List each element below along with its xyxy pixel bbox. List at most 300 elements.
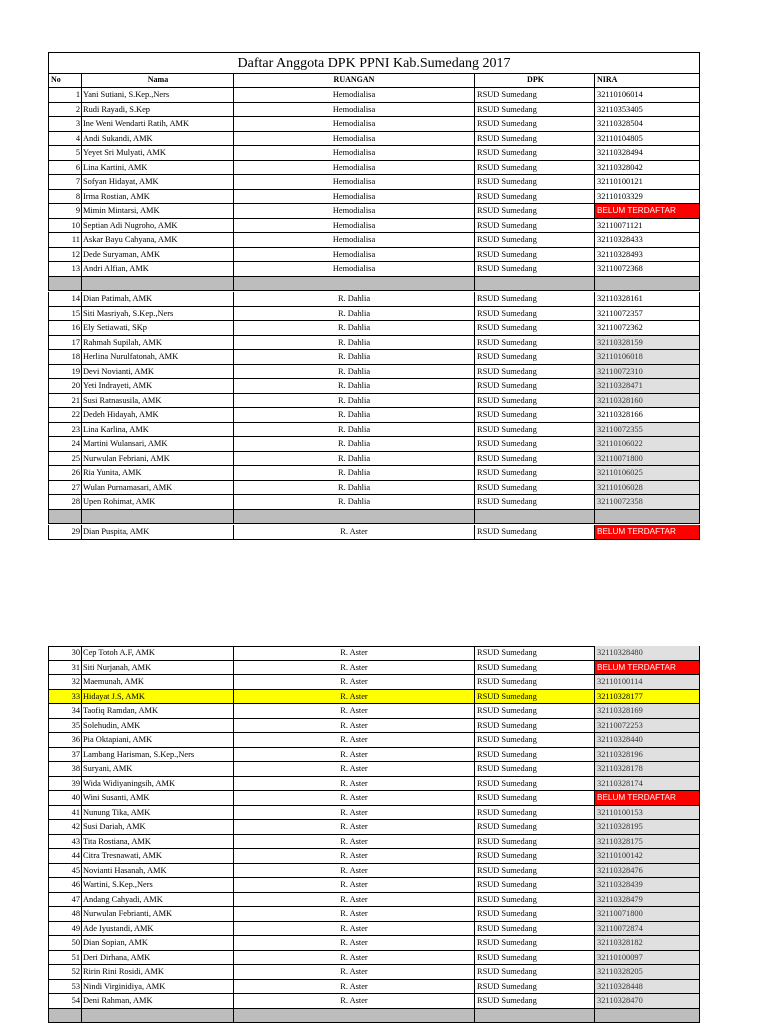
member-name: Siti Masriyah, S.Kep.,Ners — [81, 307, 233, 321]
member-room: R. Aster — [233, 777, 474, 791]
member-nira: 32110071800 — [594, 452, 700, 466]
member-name: Novianti Hasanah, AMK — [81, 864, 233, 878]
member-nira: 32110328042 — [594, 161, 700, 175]
member-nira: 32110072368 — [594, 262, 700, 276]
member-room: Hemodialisa — [233, 204, 474, 218]
member-dpk: RSUD Sumedang — [474, 233, 594, 247]
member-dpk: RSUD Sumedang — [474, 219, 594, 233]
row-number: 23 — [48, 423, 81, 437]
member-room: R. Aster — [233, 719, 474, 733]
member-dpk: RSUD Sumedang — [474, 481, 594, 495]
row-number: 24 — [48, 437, 81, 451]
member-room: R. Aster — [233, 951, 474, 965]
member-room: R. Aster — [233, 965, 474, 979]
member-dpk: RSUD Sumedang — [474, 675, 594, 689]
member-nira: 32110106018 — [594, 350, 700, 364]
member-nira: BELUM TERDAFTAR — [594, 204, 700, 218]
member-name: Siti Nurjanah, AMK — [81, 661, 233, 675]
member-nira: 32110328196 — [594, 748, 700, 762]
table-row — [48, 219, 700, 234]
table-row — [48, 495, 700, 510]
table-row — [48, 161, 700, 176]
separator-row — [48, 1009, 700, 1023]
table-row — [48, 849, 700, 864]
row-number: 8 — [48, 190, 81, 204]
separator-cell — [233, 277, 474, 290]
member-dpk: RSUD Sumedang — [474, 437, 594, 451]
separator-cell — [81, 1009, 233, 1022]
row-number: 29 — [48, 525, 81, 539]
row-number: 17 — [48, 336, 81, 350]
member-dpk: RSUD Sumedang — [474, 907, 594, 921]
member-nira: 32110071121 — [594, 219, 700, 233]
header-member-dpk: DPK — [474, 73, 594, 87]
row-number: 14 — [48, 292, 81, 306]
member-room: R. Aster — [233, 791, 474, 805]
member-room: R. Aster — [233, 893, 474, 907]
member-room: R. Dahlia — [233, 452, 474, 466]
member-name: Yeti Indrayeti, AMK — [81, 379, 233, 393]
member-nira: 32110103329 — [594, 190, 700, 204]
row-number: 27 — [48, 481, 81, 495]
member-room: R. Dahlia — [233, 379, 474, 393]
member-name: Devi Novianti, AMK — [81, 365, 233, 379]
member-dpk: RSUD Sumedang — [474, 922, 594, 936]
table-row — [48, 466, 700, 481]
member-dpk: RSUD Sumedang — [474, 980, 594, 994]
member-dpk: RSUD Sumedang — [474, 820, 594, 834]
title-box — [48, 52, 700, 73]
member-room: Hemodialisa — [233, 88, 474, 102]
member-name: Solehudin, AMK — [81, 719, 233, 733]
table-row — [48, 233, 700, 248]
member-nira: 32110072310 — [594, 365, 700, 379]
row-number: 46 — [48, 878, 81, 892]
row-number: 48 — [48, 907, 81, 921]
separator-row — [48, 277, 700, 291]
table-row — [48, 321, 700, 336]
table-row — [48, 980, 700, 995]
table-row — [48, 292, 700, 307]
member-name: Ririn Rini Rosidi, AMK — [81, 965, 233, 979]
row-number: 47 — [48, 893, 81, 907]
member-dpk: RSUD Sumedang — [474, 864, 594, 878]
table-row — [48, 820, 700, 835]
table-row — [48, 690, 700, 705]
member-room: R. Dahlia — [233, 437, 474, 451]
table-row — [48, 907, 700, 922]
member-room: R. Aster — [233, 878, 474, 892]
member-name: Lina Kartini, AMK — [81, 161, 233, 175]
member-room: R. Aster — [233, 675, 474, 689]
table-row — [48, 922, 700, 937]
table-row — [48, 248, 700, 263]
table-row — [48, 994, 700, 1009]
member-room: Hemodialisa — [233, 219, 474, 233]
member-name: Ade Iyustandi, AMK — [81, 922, 233, 936]
member-dpk: RSUD Sumedang — [474, 646, 594, 660]
table-row — [48, 675, 700, 690]
member-room: R. Aster — [233, 936, 474, 950]
table-row — [48, 951, 700, 966]
member-dpk: RSUD Sumedang — [474, 762, 594, 776]
member-dpk: RSUD Sumedang — [474, 117, 594, 131]
member-nira: BELUM TERDAFTAR — [594, 661, 700, 675]
member-dpk: RSUD Sumedang — [474, 132, 594, 146]
row-number: 32 — [48, 675, 81, 689]
row-number: 33 — [48, 690, 81, 704]
row-number: 28 — [48, 495, 81, 509]
table-row — [48, 936, 700, 951]
member-dpk: RSUD Sumedang — [474, 936, 594, 950]
member-name: Rahmah Supilah, AMK — [81, 336, 233, 350]
row-number: 2 — [48, 103, 81, 117]
table-row — [48, 190, 700, 205]
member-nira: BELUM TERDAFTAR — [594, 791, 700, 805]
member-dpk: RSUD Sumedang — [474, 161, 594, 175]
member-room: R. Dahlia — [233, 408, 474, 422]
row-number: 16 — [48, 321, 81, 335]
member-room: R. Aster — [233, 820, 474, 834]
member-room: Hemodialisa — [233, 132, 474, 146]
member-nira: 32110072253 — [594, 719, 700, 733]
member-nira: 32110100114 — [594, 675, 700, 689]
row-number: 52 — [48, 965, 81, 979]
member-room: R. Dahlia — [233, 423, 474, 437]
member-name: Ria Yunita, AMK — [81, 466, 233, 480]
member-name: Wini Susanti, AMK — [81, 791, 233, 805]
row-number: 40 — [48, 791, 81, 805]
member-nira: 32110328494 — [594, 146, 700, 160]
row-number: 49 — [48, 922, 81, 936]
member-room: R. Aster — [233, 661, 474, 675]
member-room: Hemodialisa — [233, 175, 474, 189]
member-nira: 32110328433 — [594, 233, 700, 247]
member-dpk: RSUD Sumedang — [474, 88, 594, 102]
table-row — [48, 719, 700, 734]
member-name: Lambang Harisman, S.Kep.,Ners — [81, 748, 233, 762]
member-name: Dian Patimah, AMK — [81, 292, 233, 306]
separator-cell — [594, 1009, 700, 1022]
table-row — [48, 704, 700, 719]
member-dpk: RSUD Sumedang — [474, 661, 594, 675]
member-dpk: RSUD Sumedang — [474, 733, 594, 747]
row-number: 37 — [48, 748, 81, 762]
member-room: R. Dahlia — [233, 321, 474, 335]
member-nira: 32110072358 — [594, 495, 700, 509]
row-number: 41 — [48, 806, 81, 820]
member-room: R. Dahlia — [233, 336, 474, 350]
member-dpk: RSUD Sumedang — [474, 175, 594, 189]
separator-cell — [474, 1009, 594, 1022]
member-name: Pia Oktapiani, AMK — [81, 733, 233, 747]
member-dpk: RSUD Sumedang — [474, 350, 594, 364]
member-dpk: RSUD Sumedang — [474, 336, 594, 350]
member-name: Taofiq Ramdan, AMK — [81, 704, 233, 718]
separator-cell — [233, 510, 474, 523]
table-row — [48, 864, 700, 879]
member-nira: 32110328160 — [594, 394, 700, 408]
member-room: R. Aster — [233, 748, 474, 762]
member-nira: 32110328439 — [594, 878, 700, 892]
member-nira: 32110328470 — [594, 994, 700, 1008]
member-dpk: RSUD Sumedang — [474, 835, 594, 849]
member-name: Nindi Virginidiya, AMK — [81, 980, 233, 994]
row-number: 1 — [48, 88, 81, 102]
member-name: Andi Sukandi, AMK — [81, 132, 233, 146]
member-name: Nurwulan Febrianti, AMK — [81, 907, 233, 921]
row-number: 4 — [48, 132, 81, 146]
row-number: 3 — [48, 117, 81, 131]
member-dpk: RSUD Sumedang — [474, 704, 594, 718]
member-nira: 32110328178 — [594, 762, 700, 776]
member-nira: 32110106028 — [594, 481, 700, 495]
row-number: 22 — [48, 408, 81, 422]
member-nira: 32110328161 — [594, 292, 700, 306]
member-dpk: RSUD Sumedang — [474, 292, 594, 306]
row-number: 39 — [48, 777, 81, 791]
member-dpk: RSUD Sumedang — [474, 262, 594, 276]
member-dpk: RSUD Sumedang — [474, 466, 594, 480]
member-room: R. Aster — [233, 704, 474, 718]
row-number: 11 — [48, 233, 81, 247]
separator-cell — [81, 277, 233, 290]
member-room: R. Aster — [233, 849, 474, 863]
member-name: Cep Totoh A.F, AMK — [81, 646, 233, 660]
member-name: Herlina Nurulfatonah, AMK — [81, 350, 233, 364]
member-dpk: RSUD Sumedang — [474, 146, 594, 160]
member-room: R. Aster — [233, 762, 474, 776]
member-room: Hemodialisa — [233, 190, 474, 204]
member-dpk: RSUD Sumedang — [474, 394, 594, 408]
row-number: 44 — [48, 849, 81, 863]
member-name: Deri Dirhana, AMK — [81, 951, 233, 965]
member-nira: 32110072357 — [594, 307, 700, 321]
row-number: 13 — [48, 262, 81, 276]
member-room: R. Aster — [233, 525, 474, 539]
row-number: 7 — [48, 175, 81, 189]
row-number: 45 — [48, 864, 81, 878]
member-name: Wida Widiyaningsih, AMK — [81, 777, 233, 791]
row-number: 12 — [48, 248, 81, 262]
table-row — [48, 777, 700, 792]
row-number: 38 — [48, 762, 81, 776]
table-row — [48, 748, 700, 763]
member-name: Wartini, S.Kep.,Ners — [81, 878, 233, 892]
table-row — [48, 835, 700, 850]
member-nira: 32110328504 — [594, 117, 700, 131]
member-room: R. Dahlia — [233, 350, 474, 364]
member-dpk: RSUD Sumedang — [474, 690, 594, 704]
table-row — [48, 262, 700, 277]
member-nira: 32110072362 — [594, 321, 700, 335]
member-dpk: RSUD Sumedang — [474, 951, 594, 965]
member-name: Susi Dariah, AMK — [81, 820, 233, 834]
separator-row — [48, 510, 700, 524]
row-number: 21 — [48, 394, 81, 408]
member-name: Ely Setiawati, SKp — [81, 321, 233, 335]
member-room: R. Dahlia — [233, 495, 474, 509]
member-name: Yeyet Sri Mulyati, AMK — [81, 146, 233, 160]
row-number: 19 — [48, 365, 81, 379]
member-name: Dede Suryaman, AMK — [81, 248, 233, 262]
member-nira: 32110353405 — [594, 103, 700, 117]
member-nira: 32110328177 — [594, 690, 700, 704]
member-dpk: RSUD Sumedang — [474, 365, 594, 379]
table-row — [48, 525, 700, 540]
member-name: Deni Rahman, AMK — [81, 994, 233, 1008]
member-dpk: RSUD Sumedang — [474, 965, 594, 979]
member-dpk: RSUD Sumedang — [474, 423, 594, 437]
member-name: Maemunah, AMK — [81, 675, 233, 689]
table-row — [48, 350, 700, 365]
table-row — [48, 394, 700, 409]
member-room: R. Aster — [233, 980, 474, 994]
member-nira: 32110328440 — [594, 733, 700, 747]
member-nira: 32110328174 — [594, 777, 700, 791]
row-number: 9 — [48, 204, 81, 218]
row-number: 26 — [48, 466, 81, 480]
member-nira: 32110328195 — [594, 820, 700, 834]
member-name: Upen Rohimat, AMK — [81, 495, 233, 509]
member-name: Rudi Rayadi, S.Kep — [81, 103, 233, 117]
table-row — [48, 646, 700, 661]
table-row — [48, 146, 700, 161]
table-row — [48, 88, 700, 103]
member-nira: 32110100097 — [594, 951, 700, 965]
member-name: Hidayat J.S, AMK — [81, 690, 233, 704]
member-dpk: RSUD Sumedang — [474, 849, 594, 863]
table-row — [48, 733, 700, 748]
member-room: Hemodialisa — [233, 161, 474, 175]
header-member-room: RUANGAN — [233, 73, 474, 87]
member-dpk: RSUD Sumedang — [474, 452, 594, 466]
member-dpk: RSUD Sumedang — [474, 321, 594, 335]
member-nira: 32110106014 — [594, 88, 700, 102]
member-room: Hemodialisa — [233, 248, 474, 262]
table-row — [48, 408, 700, 423]
member-nira: 32110328493 — [594, 248, 700, 262]
member-dpk: RSUD Sumedang — [474, 379, 594, 393]
table-row — [48, 175, 700, 190]
table-row — [48, 103, 700, 118]
member-name: Irma Rostian, AMK — [81, 190, 233, 204]
table-row — [48, 379, 700, 394]
row-number: 31 — [48, 661, 81, 675]
table-row — [48, 365, 700, 380]
header-row-number: No — [48, 73, 81, 87]
member-nira: 32110328448 — [594, 980, 700, 994]
header-member-name: Nama — [81, 73, 233, 87]
member-dpk: RSUD Sumedang — [474, 525, 594, 539]
member-dpk: RSUD Sumedang — [474, 307, 594, 321]
member-nira: 32110328205 — [594, 965, 700, 979]
separator-cell — [594, 510, 700, 523]
row-number: 18 — [48, 350, 81, 364]
separator-cell — [233, 1009, 474, 1022]
member-nira: 32110328480 — [594, 646, 700, 660]
table-row — [48, 307, 700, 322]
table-row — [48, 965, 700, 980]
member-nira: 32110328479 — [594, 893, 700, 907]
row-number: 53 — [48, 980, 81, 994]
member-room: R. Aster — [233, 994, 474, 1008]
member-dpk: RSUD Sumedang — [474, 748, 594, 762]
separator-cell — [594, 277, 700, 290]
member-nira: 32110328471 — [594, 379, 700, 393]
member-name: Mimin Mintarsi, AMK — [81, 204, 233, 218]
member-nira: 32110072355 — [594, 423, 700, 437]
member-name: Andang Cahyadi, AMK — [81, 893, 233, 907]
separator-cell — [81, 510, 233, 523]
member-room: Hemodialisa — [233, 103, 474, 117]
row-number: 35 — [48, 719, 81, 733]
member-room: R. Aster — [233, 864, 474, 878]
header-row — [48, 73, 700, 88]
member-dpk: RSUD Sumedang — [474, 190, 594, 204]
member-name: Lina Karlina, AMK — [81, 423, 233, 437]
table-row — [48, 661, 700, 676]
row-number: 6 — [48, 161, 81, 175]
separator-cell — [48, 277, 81, 290]
member-dpk: RSUD Sumedang — [474, 806, 594, 820]
header-member-nira: NIRA — [594, 73, 700, 87]
member-nira: 32110100142 — [594, 849, 700, 863]
member-name: Dian Puspita, AMK — [81, 525, 233, 539]
separator-cell — [48, 510, 81, 523]
member-name: Andri Alfian, AMK — [81, 262, 233, 276]
row-number: 34 — [48, 704, 81, 718]
member-nira: 32110104805 — [594, 132, 700, 146]
table-row — [48, 117, 700, 132]
member-name: Martini Wulansari, AMK — [81, 437, 233, 451]
member-dpk: RSUD Sumedang — [474, 878, 594, 892]
row-number: 15 — [48, 307, 81, 321]
member-name: Nunung Tika, AMK — [81, 806, 233, 820]
separator-cell — [48, 1009, 81, 1022]
table-row — [48, 437, 700, 452]
member-name: Dedeh Hidayah, AMK — [81, 408, 233, 422]
table-row — [48, 893, 700, 908]
member-dpk: RSUD Sumedang — [474, 777, 594, 791]
separator-cell — [474, 510, 594, 523]
member-nira: 32110071800 — [594, 907, 700, 921]
row-number: 42 — [48, 820, 81, 834]
member-room: R. Aster — [233, 690, 474, 704]
member-name: Dian Sopian, AMK — [81, 936, 233, 950]
table-row — [48, 452, 700, 467]
member-nira: 32110100153 — [594, 806, 700, 820]
row-number: 51 — [48, 951, 81, 965]
row-number: 30 — [48, 646, 81, 660]
member-room: R. Dahlia — [233, 481, 474, 495]
table-row — [48, 806, 700, 821]
member-dpk: RSUD Sumedang — [474, 893, 594, 907]
table-row — [48, 132, 700, 147]
table-row — [48, 204, 700, 219]
row-number: 43 — [48, 835, 81, 849]
row-number: 20 — [48, 379, 81, 393]
member-dpk: RSUD Sumedang — [474, 791, 594, 805]
member-room: R. Aster — [233, 733, 474, 747]
member-dpk: RSUD Sumedang — [474, 495, 594, 509]
member-nira: 32110072874 — [594, 922, 700, 936]
member-nira: 32110328159 — [594, 336, 700, 350]
member-nira: 32110106022 — [594, 437, 700, 451]
member-room: R. Dahlia — [233, 307, 474, 321]
member-nira: 32110328182 — [594, 936, 700, 950]
member-nira: 32110328166 — [594, 408, 700, 422]
